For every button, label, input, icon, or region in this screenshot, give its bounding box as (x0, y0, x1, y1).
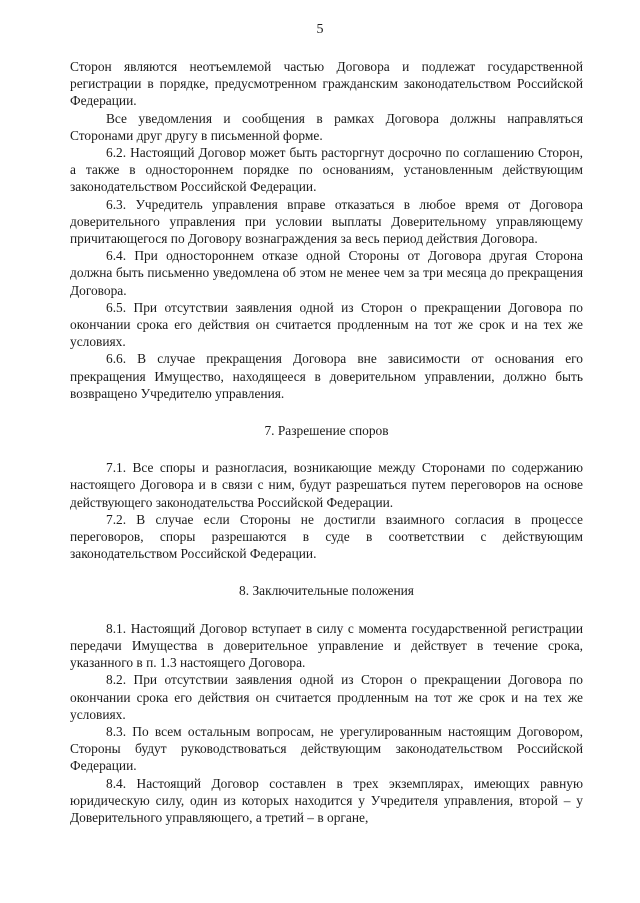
section-8-heading: 8. Заключительные положения (239, 583, 414, 599)
paragraph-6-4: 6.4. При одностороннем отказе одной Стороны от Договора другая Сторона должна быть письменно уведомлена об этом не менее чем за три месяца до прекращения Договора. (70, 248, 583, 298)
paragraph-7-1: 7.1. Все споры и разногласия, возникающие между Сторонами по содержанию настоящего Договора и в связи с ним, будут разрешаться путем переговоров на основе действующего законодательства Российской Федерации. (70, 460, 583, 510)
page-number: 5 (316, 22, 324, 37)
paragraph-6-3: 6.3. Учредитель управления вправе отказаться в любое время от Договора доверительного управления при условии выплаты Доверительному управляющему причитающегося по Договору вознаграждения за весь период действия Договора. (70, 196, 583, 247)
section-7-heading: 7. Разрешение споров (264, 423, 389, 439)
paragraph-6-5: 6.5. При отсутствии заявления одной из Сторон о прекращении Договора по окончании срока его действия он считается продленным на тот же срок и на тех же условиях. (70, 299, 583, 350)
paragraph-8-3: 8.3. По всем остальным вопросам, не урегулированным настоящим Договором, Стороны будут руководствоваться действующим законодательством Российской Федерации. (70, 723, 583, 774)
paragraph-notifications: Все уведомления и сообщения в рамках Договора должны направляться Сторонами друг другу в письменной форме. (70, 110, 583, 143)
paragraph-8-1: 8.1. Настоящий Договор вступает в силу с момента государственной регистрации передачи Имущества в доверительное управление и действует в течение срока, указанного в п. 1.3 настоящего Договора. (70, 620, 583, 671)
paragraph-continuation: Сторон являются неотъемлемой частью Договора и подлежат государственной регистрации в порядке, предусмотренном гражданским законодательством Российской Федерации. (70, 59, 583, 109)
paragraph-6-6: 6.6. В случае прекращения Договора вне зависимости от основания его прекращения Имущество, находящееся в доверительном управлении, должно быть возвращено Учредителю управления. (70, 351, 583, 401)
paragraph-8-2: 8.2. При отсутствии заявления одной из Сторон о прекращении Договора по окончании срока его действия он считается продленным на тот же срок и на тех же условиях. (70, 672, 583, 722)
paragraph-8-4: 8.4. Настоящий Договор составлен в трех экземплярах, имеющих равную юридическую силу, один из которых находится у Учредителя управления, второй – у Доверительного управляющего, а третий – в органе, (70, 775, 583, 825)
paragraph-6-2: 6.2. Настоящий Договор может быть расторгнут досрочно по соглашению Сторон, а также в одностороннем порядке по основаниям, установленным действующим законодательством Российской Федерации. (70, 145, 583, 195)
paragraph-7-2: 7.2. В случае если Стороны не достигли взаимного согласия в процессе переговоров, споры разрешаются в суде в соответствии с действующим законодательством Российской Федерации. (70, 511, 583, 562)
document-body (70, 58, 583, 826)
